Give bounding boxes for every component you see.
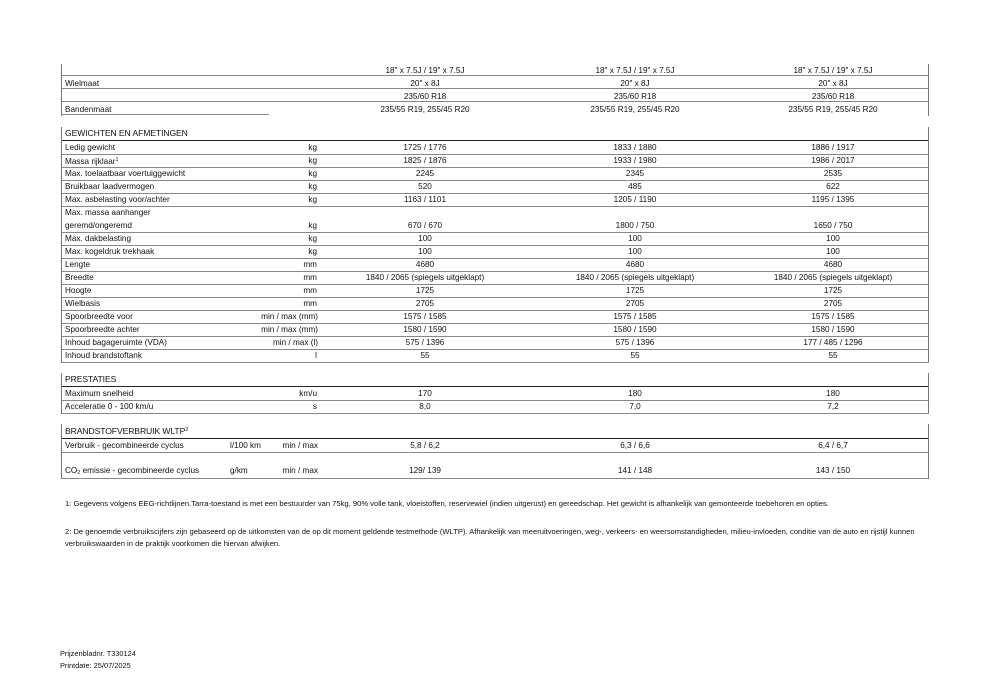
weights-value-3: 1840 / 2065 (spiegels uitgeklapt)	[773, 273, 893, 282]
weights-value-1: 1163 / 1101	[403, 195, 447, 204]
weights-row-label: Wielbasis	[65, 299, 101, 308]
weights-value-2: 1933 / 1980	[613, 156, 657, 165]
wheel-value-3: 20" x 8J	[818, 79, 848, 88]
wheel-row-label: Bandenmaat	[65, 105, 112, 114]
weights-value-1: 1825 / 1876	[403, 156, 447, 165]
weights-row-label: Spoorbreedte voor	[65, 312, 133, 321]
weights-value-3: 100	[826, 234, 840, 243]
unit-label: mm	[303, 260, 317, 269]
weights-row-label: Hoogte	[65, 286, 92, 295]
column-divider	[928, 424, 929, 479]
weights-value-1: 2245	[415, 169, 435, 178]
weights-value-2: 100	[628, 247, 642, 256]
unit-label: kg	[308, 221, 317, 230]
wheel-value-3: 18" x 7.5J / 19" x 7.5J	[793, 66, 873, 75]
weights-value-1: 100	[418, 234, 432, 243]
footnote-1: 1: Gegevens volgens EEG-richtlijnen.Tarra-toestand is met een bestuurder van 75kg, 90% volle tank, vloeistoffen, reservewiel (indien uitgerust) en gereedschap. Het gewicht is afhankelijk van gemonteerde toebehoren en opties.	[65, 499, 829, 508]
wheel-value-2: 20" x 8J	[620, 79, 650, 88]
weights-value-3: 1886 / 1917	[811, 143, 855, 152]
weights-value-3: 2535	[823, 169, 843, 178]
row-divider	[61, 452, 929, 453]
performance-value-2: 7,0	[629, 402, 641, 411]
row-divider	[61, 413, 929, 414]
unit-label: kg	[308, 156, 317, 165]
section-title-fuel: BRANDSTOFVERBRUIK WLTP$^2$	[65, 426, 189, 436]
weights-row-label: Inhoud brandstoftank	[65, 351, 142, 360]
weights-row-label: Lengte	[65, 260, 91, 269]
weights-value-3: 1580 / 1590	[811, 325, 855, 334]
weights-row-label: Max. dakbelasting	[65, 234, 131, 243]
fuel-row-label: $CO_2$ emissie - gecombineerde cyclus	[65, 466, 200, 476]
weights-value-2: 1205 / 1190	[613, 195, 657, 204]
wheel-value-1: 235/60 R18	[403, 92, 447, 101]
weights-row-label: Breedte	[65, 273, 94, 282]
weights-value-2: 1800 / 750	[615, 221, 655, 230]
weights-row-label: Spoorbreedte achter	[65, 325, 140, 334]
column-divider	[61, 127, 62, 362]
unit-label: min / max (mm)	[261, 325, 318, 334]
wheel-value-3: 235/55 R19, 255/45 R20	[788, 105, 878, 114]
performance-value-2: 180	[628, 389, 642, 398]
weights-value-2: 55	[630, 351, 640, 360]
unit-label: mm	[303, 299, 317, 308]
unit-label: kg	[308, 182, 317, 191]
weights-value-1: 1725 / 1776	[403, 143, 447, 152]
wheel-value-2: 18" x 7.5J / 19" x 7.5J	[595, 66, 675, 75]
weights-value-2: 1840 / 2065 (spiegels uitgeklapt)	[575, 273, 695, 282]
fuel-value-3: 143 / 150	[815, 466, 851, 475]
weights-row-label: Max. massa aanhanger	[65, 208, 151, 217]
fuel-value-1: 5,8 / 6,2	[410, 441, 440, 450]
weights-row-label: Bruikbaar laadvermogen	[65, 182, 155, 191]
weights-value-2: 1833 / 1880	[613, 143, 657, 152]
fuel-unit: l/100 km	[230, 441, 261, 450]
weights-value-1: 520	[418, 182, 432, 191]
weights-value-2: 4680	[625, 260, 645, 269]
weights-row-label: Max. toelaatbaar voertuiggewicht	[65, 169, 186, 178]
performance-row-label: Maximum snelheid	[65, 389, 134, 398]
wheel-value-1: 20" x 8J	[410, 79, 440, 88]
weights-value-1: 1575 / 1585	[403, 312, 447, 321]
unit-label: kg	[308, 247, 317, 256]
weights-value-1: 1580 / 1590	[403, 325, 447, 334]
unit-label: kg	[308, 169, 317, 178]
weights-value-3: 177 / 485 / 1296	[803, 338, 863, 347]
row-divider	[61, 206, 929, 207]
wheel-value-1: 235/55 R19, 255/45 R20	[380, 105, 470, 114]
weights-value-3: 1725	[823, 286, 843, 295]
unit-label: kg	[308, 234, 317, 243]
fuel-value-3: 6,4 / 6,7	[818, 441, 848, 450]
column-divider	[61, 64, 62, 116]
section-title-weights: GEWICHTEN EN AFMETINGEN	[65, 128, 188, 138]
performance-value-1: 8,0	[419, 402, 431, 411]
fuel-unit: g/km	[230, 466, 248, 475]
weights-value-1: 1725	[415, 286, 435, 295]
section-title-performance: PRESTATIES	[65, 374, 117, 384]
fuel-row-label: Verbruik - gecombineerde cyclus	[65, 441, 184, 450]
performance-value-3: 7,2	[827, 402, 839, 411]
weights-value-2: 485	[628, 182, 642, 191]
weights-value-1: 100	[418, 247, 432, 256]
wheel-row-label: Wielmaat	[65, 79, 100, 88]
column-divider	[61, 373, 62, 413]
weights-value-3: 2705	[823, 299, 843, 308]
row-divider	[61, 478, 929, 479]
unit-label: l	[315, 351, 317, 360]
wheel-value-1: 18" x 7.5J / 19" x 7.5J	[385, 66, 465, 75]
unit-label: kg	[308, 143, 317, 152]
row-divider	[61, 362, 929, 363]
fuel-value-2: 141 / 148	[617, 466, 653, 475]
weights-row-label: Massa rijklaar$^1$	[65, 157, 119, 166]
fuel-value-1: 129/ 139	[409, 466, 441, 475]
column-divider	[61, 424, 62, 479]
price-sheet-number: Prijzenbladnr. T330124	[60, 649, 136, 658]
column-divider	[928, 373, 929, 413]
weights-value-2: 2345	[625, 169, 645, 178]
weights-row-label: geremd/ongeremd	[65, 221, 132, 230]
unit-label: min / max (l)	[272, 338, 318, 347]
unit-label: mm	[303, 273, 317, 282]
unit-label: mm	[303, 286, 317, 295]
weights-row-label: Max. kogeldruk trekhaak	[65, 247, 155, 256]
weights-value-3: 55	[828, 351, 838, 360]
weights-value-2: 1725	[625, 286, 645, 295]
weights-value-3: 1650 / 750	[813, 221, 853, 230]
performance-value-1: 170	[418, 389, 432, 398]
weights-value-3: 1986 / 2017	[811, 156, 855, 165]
weights-value-3: 4680	[823, 260, 843, 269]
wheel-value-3: 235/60 R18	[811, 92, 855, 101]
print-date: Printdate: 25/07/2025	[60, 661, 131, 670]
weights-value-1: 2705	[415, 299, 435, 308]
performance-row-label: Acceleratie 0 - 100 km/u	[65, 402, 154, 411]
weights-value-3: 100	[826, 247, 840, 256]
weights-row-label: Inhoud bagageruimte (VDA)	[65, 338, 167, 347]
unit-label: min / max	[282, 466, 318, 475]
weights-value-3: 1575 / 1585	[811, 312, 855, 321]
unit-label: min / max	[282, 441, 318, 450]
weights-value-1: 1840 / 2065 (spiegels uitgeklapt)	[365, 273, 485, 282]
performance-value-3: 180	[826, 389, 840, 398]
weights-value-2: 2705	[625, 299, 645, 308]
weights-value-1: 670 / 670	[407, 221, 443, 230]
unit-label: min / max (mm)	[261, 312, 318, 321]
weights-value-2: 1580 / 1590	[613, 325, 657, 334]
unit-label: km/u	[299, 389, 317, 398]
column-divider	[928, 64, 929, 116]
row-divider	[61, 114, 269, 115]
wheel-value-2: 235/55 R19, 255/45 R20	[590, 105, 680, 114]
weights-value-1: 575 / 1396	[405, 338, 445, 347]
weights-value-3: 1195 / 1395	[811, 195, 855, 204]
wheel-value-2: 235/60 R18	[613, 92, 657, 101]
weights-value-3: 622	[826, 182, 840, 191]
unit-label: s	[312, 402, 317, 411]
unit-label: kg	[308, 195, 317, 204]
weights-row-label: Max. asbelasting voor/achter	[65, 195, 170, 204]
weights-value-1: 4680	[415, 260, 435, 269]
weights-value-2: 575 / 1396	[615, 338, 655, 347]
footnote-2: 2: De genoemde verbruikscijfers zijn gebaseerd op de uitkomsten van de op dit moment geldende testmethode (WLTP). Afhankelijk van meeruitvoeringen, weg-, verkeers- en weersomstandigheden, milieu-invloeden, conditie van de auto en rijstijl kunnen verbruikswaarden in de praktijk voorkomen die hiervan afwijken.	[65, 527, 915, 548]
weights-value-1: 55	[420, 351, 430, 360]
column-divider	[928, 127, 929, 362]
weights-value-2: 100	[628, 234, 642, 243]
fuel-value-2: 6,3 / 6,6	[620, 441, 650, 450]
weights-row-label: Ledig gewicht	[65, 143, 116, 152]
weights-value-2: 1575 / 1585	[613, 312, 657, 321]
